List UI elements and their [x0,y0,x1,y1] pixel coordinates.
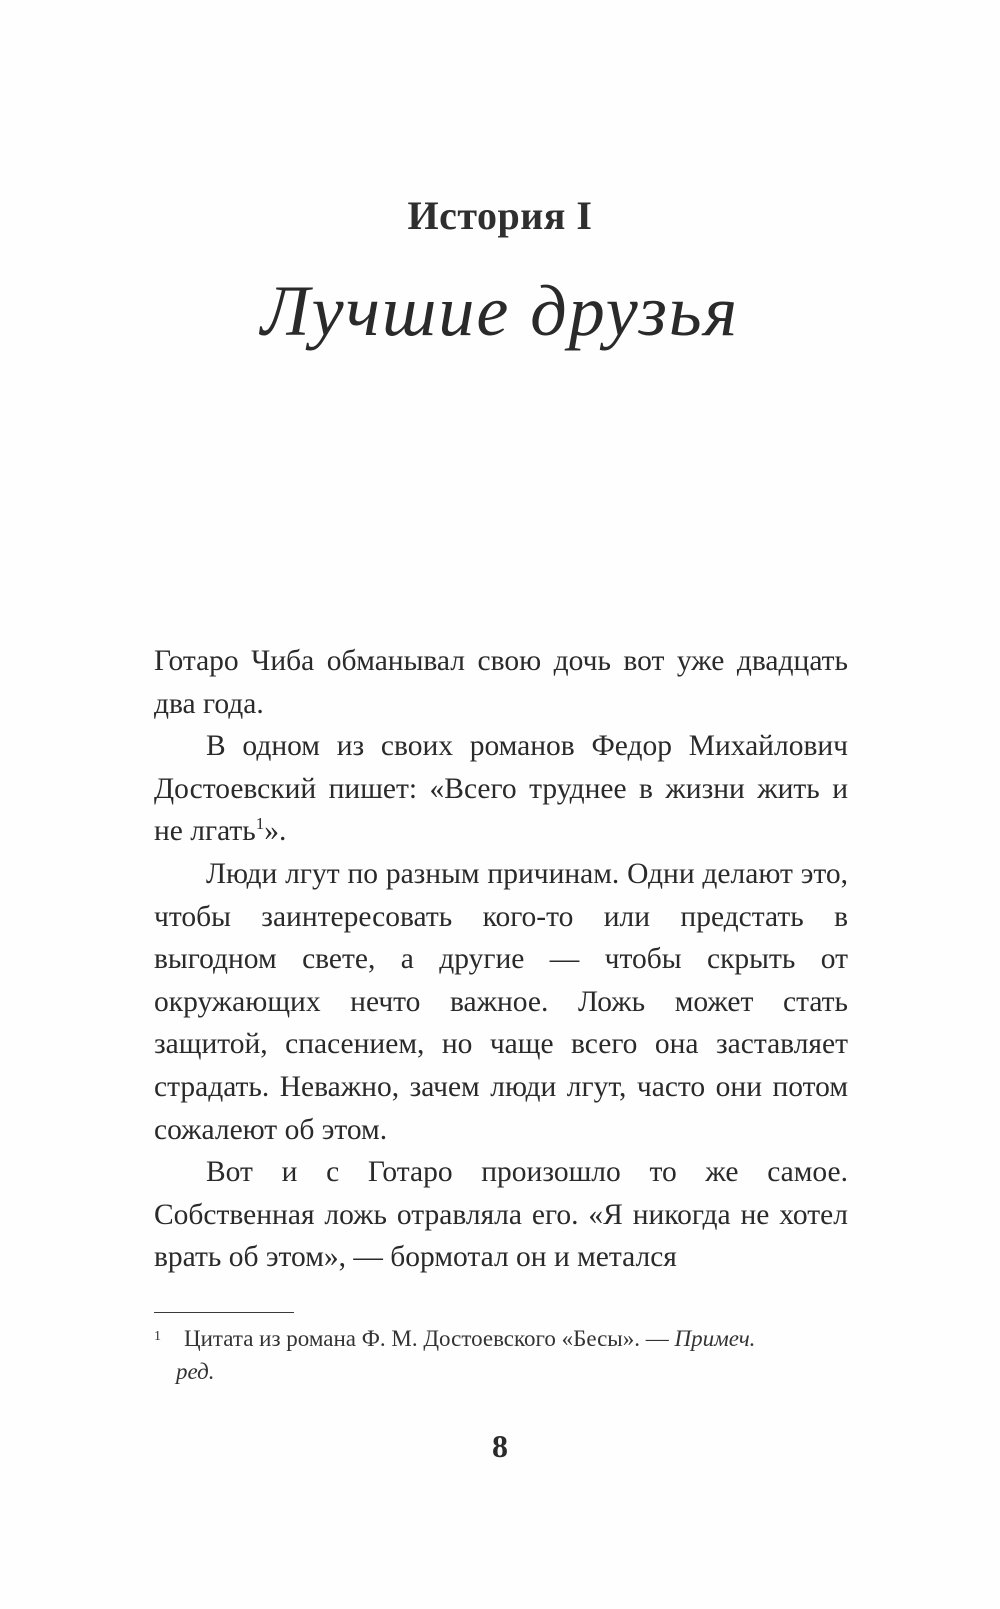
paragraph-2 [154,725,848,853]
footnote-text: Цитата из романа Ф. М. Достоевского «Бесы». — [184,1326,675,1351]
footnote-editor-note-cont: ред. [176,1359,215,1384]
footnote-number: 1 [154,1329,161,1344]
story-title: Лучшие друзья [260,271,740,351]
story-label: История I [407,193,593,238]
paragraph-4: Вот и с Готаро произошло то же самое. Собственная ложь отравляла его. «Я никогда не хотел врать об этом», — бормотал он и метался [154,1156,848,1274]
footnote-body [154,1322,848,1355]
footnote [154,1322,848,1388]
paragraph-3: Люди лгут по разным причинам. Одни делают это, чтобы заинтересовать кого-то или предстать в выгодном свете, а другие — чтобы скрыть от окружающих нечто важное. Ложь может стать защитой, спасением, но чаще всего она заставляет страдать. Неважно, зачем люди лгут, часто они потом сожалеют об этом. [154,857,848,1146]
paragraph-2-text: В одном из своих романов Федор Михайлович Достоевский пишет: «Всего труднее в жизни жить и не лгать [154,730,848,848]
footnote-divider [154,1312,294,1313]
paragraph-1: Готаро Чиба обманывал свою дочь вот уже двадцать два года. [154,645,848,720]
body-text [154,640,848,1279]
footnote-reference: 1 [255,814,265,834]
footnote-editor-note: Примеч. [674,1326,756,1351]
page-number: 8 [492,1428,508,1464]
paragraph-2-end: ». [264,815,287,848]
